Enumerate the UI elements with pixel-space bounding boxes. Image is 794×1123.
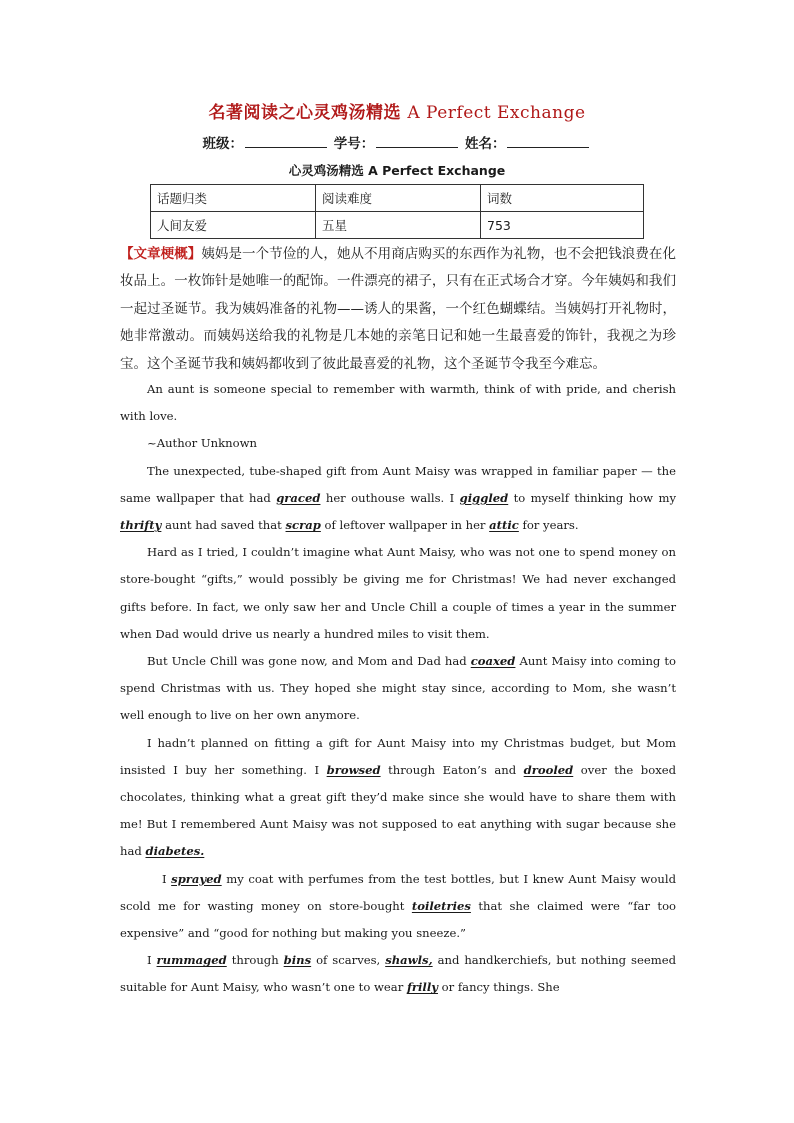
paragraph-attribution: ~Author Unknown: [147, 436, 257, 451]
summary-tag: 【文章梗概】: [120, 246, 202, 262]
section-subtitle: 心灵鸡汤精选 A Perfect Exchange: [288, 163, 506, 178]
student-id-blank[interactable]: [376, 135, 458, 148]
text-span: The unexpected, tube-shaped gift from Aunt Maisy was wrapped in familiar paper — the same wallpaper that had: [120, 463, 676, 505]
page-title: [0, 98, 794, 123]
text-span: and handkerchiefs, but nothing seemed suitable for Aunt Maisy, who wasn’t one to wear: [120, 953, 676, 995]
text-span: of leftover wallpaper in her: [324, 518, 486, 533]
text-span: my coat with perfumes from the test bottles, but I knew Aunt Maisy would scold me for wasting money on store-bought: [120, 871, 677, 913]
summary-text: 姨妈是一个节俭的人，她从不用商店购买的东西作为礼物，也不会把钱浪费在化妆品上。一枚饰针是她唯一的配饰。一件漂亮的裙子，只有在正式场合才穿。今年姨妈和我们一起过圣诞节。我为姨妈准备的礼物——诱人的果酱，一个红色蝴蝶结。当姨妈打开礼物时，她非常激动。而姨妈送给我的礼物是几本她的亲笔日记和她一生最喜爱的饰针，我视之为珍宝。这个圣诞节我和姨妈都收到了彼此最喜爱的礼物，这个圣诞节令我至今难忘。: [120, 246, 676, 372]
text-span: to myself thinking how my: [513, 490, 676, 505]
text-span: through Eaton’s and: [388, 762, 517, 777]
text-span: I: [147, 953, 152, 968]
value-difficulty: 五星: [316, 212, 481, 239]
keyword-shawls: shawls,: [385, 953, 433, 968]
table-row: [151, 212, 644, 239]
text-span: I hadn’t planned on fitting a gift for Aunt Maisy into my Christmas budget, but Mom insisted I buy her something. I: [120, 735, 676, 777]
value-topic: 人间友爱: [151, 212, 316, 239]
text-span: of scarves,: [316, 953, 381, 968]
class-label: 班级：: [202, 136, 244, 152]
student-id-label: 学号：: [333, 136, 375, 152]
keyword-scrap: scrap: [285, 518, 321, 533]
keyword-thrifty: thrifty: [120, 518, 162, 533]
header-difficulty: 阅读难度: [316, 185, 481, 212]
keyword-diabetes: diabetes.: [145, 844, 205, 859]
keyword-browsed: browsed: [326, 762, 381, 777]
table-row: [151, 185, 644, 212]
text-span: that she claimed were “far too expensive” and “good for nothing but making you sneeze.”: [120, 898, 677, 941]
text-span: I: [162, 871, 167, 886]
keyword-attic: attic: [489, 518, 519, 533]
keyword-giggled: giggled: [459, 490, 509, 505]
value-word-count: 753: [481, 212, 644, 239]
text-span: through: [231, 953, 279, 968]
article-body: [120, 376, 676, 1002]
student-info-line: [0, 132, 794, 152]
keyword-sprayed: sprayed: [171, 871, 222, 886]
text-span: her outhouse walls. I: [325, 490, 455, 505]
text-span: or fancy things. She: [441, 980, 560, 995]
keyword-coaxed: coaxed: [470, 654, 516, 669]
paragraph-quote: An aunt is someone special to remember with warmth, think of with pride, and cherish with love.: [120, 382, 676, 424]
paragraph-perfume: [120, 866, 676, 948]
paragraph-scarves: [120, 947, 676, 1001]
paragraph-gift: [120, 458, 676, 540]
keyword-graced: graced: [276, 490, 321, 505]
title-chinese: 名著阅读之心灵鸡汤精选: [208, 103, 401, 123]
name-blank[interactable]: [507, 135, 589, 148]
text-span: But Uncle Chill was gone now, and Mom and Dad had: [147, 654, 467, 669]
keyword-rummaged: rummaged: [156, 953, 227, 968]
header-topic: 话题归类: [151, 185, 316, 212]
keyword-bins: bins: [283, 953, 312, 968]
text-span: over the boxed chocolates, thinking what a great gift they’d make since she would have to share them with me! But I remembered Aunt Maisy was not supposed to eat anything with sugar because she had: [120, 762, 677, 859]
text-span: aunt had saved that: [165, 518, 282, 533]
name-label: 姓名：: [464, 136, 506, 152]
info-table: [150, 184, 644, 239]
header-word-count: 词数: [481, 185, 644, 212]
title-english: A Perfect Exchange: [407, 103, 586, 123]
text-span: for years.: [522, 518, 579, 533]
keyword-toiletries: toiletries: [411, 898, 471, 913]
article-summary: [120, 241, 676, 378]
text-span: Aunt Maisy into coming to spend Christmas with us. They hoped she might stay since, according to Mom, she wasn’t well enough to live on her own anymore.: [120, 654, 677, 723]
keyword-drooled: drooled: [523, 762, 574, 777]
class-blank[interactable]: [245, 135, 327, 148]
keyword-frilly: frilly: [406, 980, 438, 995]
paragraph-budget: [120, 730, 676, 866]
paragraph-imagine: Hard as I tried, I couldn’t imagine what Aunt Maisy, who was not one to spend money on store-bought “gifts,” would possibly be giving me for Christmas! We had never exchanged gifts before. In fact, we only saw her and Uncle Chill a couple of times a year in the summer when Dad would drive us nearly a hundred miles to visit them.: [120, 545, 676, 641]
paragraph-uncle-chill: [120, 648, 676, 730]
